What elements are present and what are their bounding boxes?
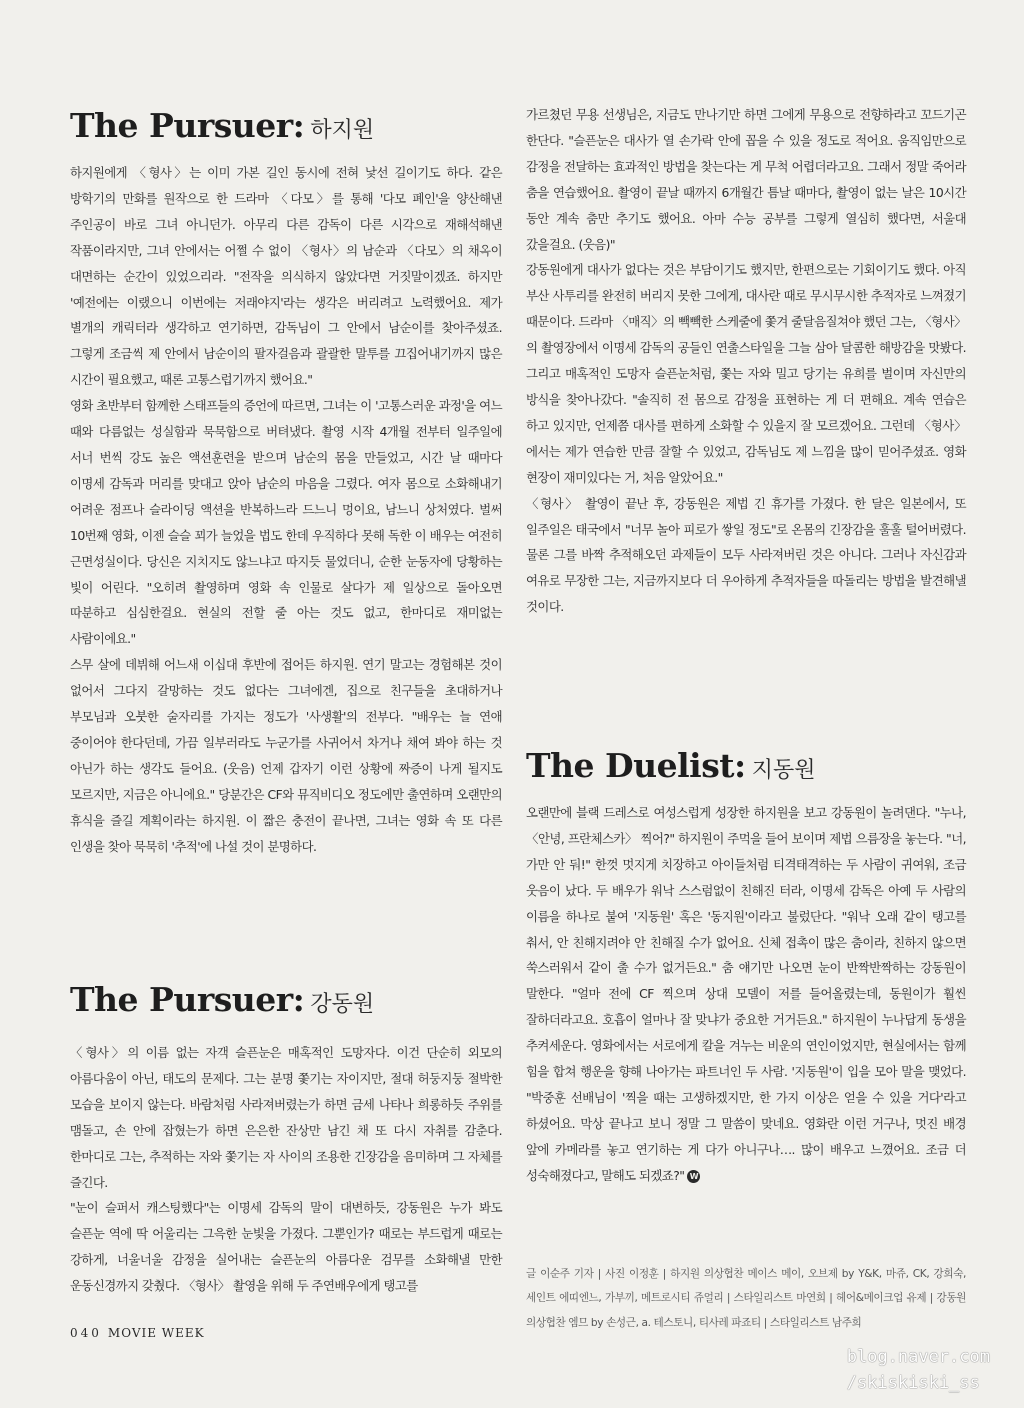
paragraph: 스무 살에 데뷔해 어느새 이십대 후반에 접어든 하지원. 연기 말고는 경험해본 것이 없어서 그다지 갈망하는 것도 없다는 그녀에겐, 집으로 친구들을 초대하거나 부모님과 오붓한 술자리를 가지는 정도가 '사생활'의 전부다. "배우는 늘 연애 중이어야 한다던데, 가끔 일부러라도 누군가를 사귀어서 차거나 채여 봐야 하는 것 아닌가 하는 생각도 들어요. (웃음) 언제 갑자기 이런 상황에 짜증이 나게 될지도 모르지만, 지금은 아니에요." 당분간은 CF와 뮤직비디오 정도에만 출연하며 오랜만의 휴식을 즐길 계획이라는 하지원. 이 짧은 충전이 끝나면, 그녀는 영화 속 또 다른 인생을 찾아 묵묵히 '추적'에 나설 것이 분명하다. [70,657,502,854]
paragraph-text: 오랜만에 블랙 드레스로 여성스럽게 성장한 하지원을 보고 강동원이 놀려댄다. "누나, 〈안녕, 프란체스카〉 찍어?" 하지원이 주먹을 들어 보이며 제법 으름장을 놓는다. "너, 가만 안 둬!" 한껏 멋지게 치장하고 아이들처럼 티격태격하는 두 사람이 귀여워, 조금 웃음이 났다. 두 배우가 워낙 스스럼없이 친해진 터라, 이명세 감독은 아예 두 사람의 이름을 하나로 붙여 '지동원' 혹은 '동지원'이라고 불렀단다. "워낙 오래 같이 탱고를 춰서, 안 친해지려야 안 친해질 수가 없어요. 신체 접촉이 많은 춤이라, 친하지 않으면 쑥스러워서 같이 출 수가 없거든요." 춤 얘기만 나오면 눈이 반짝반짝하는 강동원이 말한다. "얼마 전에 CF 찍으며 상대 모델이 저를 들어올렸는데, 동원이가 훨씬 잘하더라고요. 호흡이 얼마나 잘 맞냐가 중요한 거거든요." 하지원이 누나답게 동생을 추켜세운다. 영화에서는 서로에게 칼을 겨누는 비운의 연인이었지만, 현실에서는 함께 힘을 합쳐 행운을 향해 나아가는 파트너인 두 사람. '지동원'이 입을 모아 말을 맺었다. "박중훈 선배님이 '찍을 때는 고생하겠지만, 한 가지 이상은 얻을 수 있을 거다'라고 하셨어요. 막상 끝나고 보니 정말 그 말씀이 맞네요. 영화란 이런 거구나, 멋진 배경 앞에 카메라를 놓고 연기하는 게 다가 아니구나…. 많이 배우고 느꼈어요. 조금 더 성숙해졌다고, 말해도 되겠죠?" [526,805,966,1183]
continued-body-kang-dong-won [526,102,966,620]
section-body-ha-ji-won [70,160,502,859]
page-folio [70,1326,205,1340]
heading-korean: 지동원 [751,758,816,783]
paragraph: 가르쳤던 무용 선생님은, 지금도 만나기만 하면 그에게 무용으로 전향하라고 꼬드기곤 한단다. "슬픈눈은 대사가 열 손가락 안에 꼽을 수 있을 정도로 적어요. 움직임만으로 감정을 전달하는 효과적인 방법을 찾는다는 게 무척 어렵더라고요. 그래서 정말 죽어라 춤을 연습했어요. 촬영이 끝날 때까지 6개월간 틈날 때마다, 촬영이 없는 날은 10시간 동안 계속 춤만 추기도 했어요. 아마 수능 공부를 그렇게 열심히 했다면, 서울대 갔을걸요. (웃음)" [526,107,966,252]
heading-english: The Pursuer: [70,980,305,1019]
paragraph: 강동원에게 대사가 없다는 것은 부담이기도 했지만, 한편으로는 기회이기도 했다. 아직 부산 사투리를 완전히 버리지 못한 그에게, 대사란 때로 무시무시한 추적자로 느껴졌기 때문이다. 드라마 〈매직〉의 빽빽한 스케줄에 쫓겨 줄달음질쳐야 했던 그는, 〈형사〉의 촬영장에서 이명세 감독의 공들인 연출스타일을 그늘 삼아 달콤한 해방감을 맛봤다. 그리고 매혹적인 도망자 슬픈눈처럼, 쫓는 자와 밀고 당기는 유희를 벌이며 자신만의 방식을 찾아나갔다. "솔직히 전 몸으로 감정을 표현하는 게 더 편해요. 계속 연습은 하고 있지만, 언제쯤 대사를 편하게 소화할 수 있을지 잘 모르겠어요. 그런데 〈형사〉에서는 제가 연습한 만큼 잘할 수 있었고, 감독님도 제 느낌을 많이 믿어주셨죠. 영화 현장이 재미있다는 거, 처음 알았어요." [526,262,966,485]
watermark-line: /skiskiski_ss [846,1373,980,1393]
paragraph: 하지원에게 〈형사〉는 이미 가본 길인 동시에 전혀 낯선 길이기도 하다. 같은 방학기의 만화를 원작으로 한 드라마 〈다모〉를 통해 '다모 폐인'을 양산해낸 주인공이 바로 그녀 아니던가. 아무리 다른 감독이 다른 시각으로 재해석해낸 작품이라지만, 그녀 안에서는 어쩔 수 없이 〈형사〉의 남순과 〈다모〉의 채옥이 대면하는 순간이 있었으리라. "전작을 의식하지 않았다면 거짓말이겠죠. 하지만 '예전에는 이랬으니 이번에는 저래야지'라는 생각은 버리려고 노력했어요. 제가 별개의 캐릭터라 생각하고 연기하면, 감독님이 그 안에서 남순이를 찾아주셨죠. 그렇게 조금씩 제 안에서 남순이의 팔자걸음과 괄괄한 말투를 끄집어내기까지 많은 시간이 필요했고, 때론 고통스럽기까지 했어요." [70,165,502,388]
heading-english: The Pursuer: [70,106,305,145]
photo-credits: 글 이순주 기자 | 사진 이정훈 | 하지원 의상협찬 메이스 메이, 오브제 by Y&K, 마쥬, CK, 강희숙, 세인트 에띠엔느, 가부끼, 메트로시티 쥬얼리 | 스타일리스트 마연희 | 헤어&메이크업 유제 | 강동원 의상협찬 엠므 by 손성근, a. 테스토니, 티사레 파죠티 | 스타일리스트 남주희 [526,1268,966,1329]
heading-english: The Duelist: [526,746,746,785]
magazine-name: MOVIE WEEK [107,1326,205,1340]
paragraph [526,800,966,1189]
paragraph: 〈형사〉 촬영이 끝난 후, 강동원은 제법 긴 휴가를 가졌다. 한 달은 일본에서, 또 일주일은 태국에서 "너무 놀아 피로가 쌓일 정도"로 온몸의 긴장감을 훌훌 털어버렸다. 물론 그를 바짝 추적해오던 과제들이 모두 사라져버린 것은 아니다. 그러나 자신감과 여유로 무장한 그는, 지금까지보다 더 우아하게 추적자들을 따돌리는 방법을 발견해낼 것이다. [526,495,966,615]
section-body-kang-dong-won [70,1040,502,1299]
section-heading-duelist [526,746,815,785]
heading-korean: 하지원 [310,118,375,143]
heading-korean: 강동원 [310,992,375,1017]
paragraph: 〈형사〉의 이름 없는 자객 슬픈눈은 매혹적인 도망자다. 이건 단순히 외모의 아름다움이 아닌, 태도의 문제다. 그는 분명 쫓기는 자이지만, 절대 허둥지둥 절박한 모습을 보이지 않는다. 바람처럼 사라져버렸는가 하면 금세 나타나 희롱하듯 주위를 맴돌고, 손 안에 잡혔는가 하면 은은한 잔상만 남긴 채 또 다시 자취를 감춘다. 한마디로 그는, 추적하는 자와 쫓기는 자 사이의 조용한 긴장감을 음미하며 그 자체를 즐긴다. [70,1045,502,1190]
blog-watermark [847,1344,990,1396]
watermark-line: blog.naver.com [846,1347,990,1367]
section-heading-kang-dong-won [70,980,374,1019]
section-heading-ha-ji-won [70,106,374,145]
page-number: 040 [70,1326,102,1340]
section-body-duelist [526,800,966,1189]
paragraph: 영화 초반부터 함께한 스태프들의 증언에 따르면, 그녀는 이 '고통스러운 과정'을 여느 때와 다름없는 성실함과 묵묵함으로 버텨냈다. 촬영 시작 4개월 전부터 일주일에 서너 번씩 강도 높은 액션훈련을 받으며 남순의 몸을 만들었고, 시간 날 때마다 이명세 감독과 머리를 맞대고 앉아 남순의 마음을 그렸다. 여자 몸으로 소화해내기 어려운 점프나 슬라이딩 액션을 반복하느라 드느니 멍이요, 남느니 상처였다. 벌써 10번째 영화, 이젠 슬슬 꾀가 늘었을 법도 한데 우직하다 못해 독한 이 배우는 여전히 근면성실이다. 당신은 지치지도 않느냐고 따지듯 물었더니, 순한 눈동자에 당황하는 빛이 어린다. "오히려 촬영하며 영화 속 인물로 살다가 제 일상으로 돌아오면 따분하고 심심한걸요. 현실의 전할 줄 아는 것도 없고, 한마디로 재미없는 사람이에요." [70,398,502,647]
paragraph: "눈이 슬퍼서 캐스팅했다"는 이명세 감독의 말이 대변하듯, 강동원은 누가 봐도 슬픈눈 역에 딱 어울리는 그윽한 눈빛을 가졌다. 그뿐인가? 때로는 부드럽게 때로는 강하게, 너울너울 감정을 실어내는 슬픈눈의 아름다운 검무를 소화해낼 만한 운동신경까지 갖췄다. 〈형사〉 촬영을 위해 두 주연배우에게 탱고를 [70,1200,502,1294]
end-mark-icon: W [687,1170,700,1183]
